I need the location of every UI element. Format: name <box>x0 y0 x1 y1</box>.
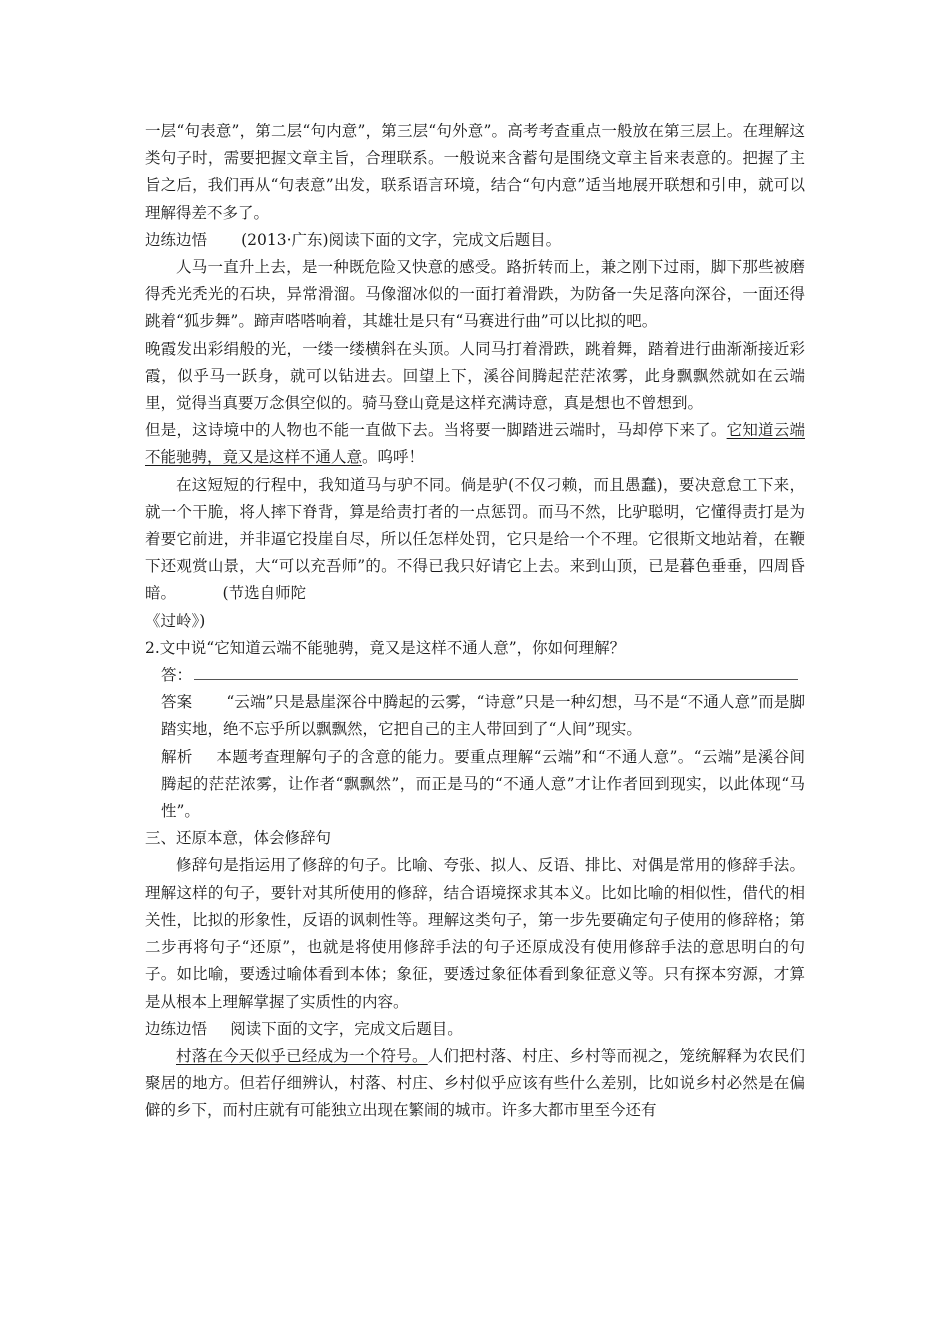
practice-label-2: 边练边悟 <box>145 1019 208 1038</box>
practice-heading-2 <box>145 1016 805 1043</box>
answer-key <box>145 689 805 743</box>
answer-key-label: 答案 <box>161 693 193 712</box>
passage-2-paragraph-1: 村落在今天似乎已经成为一个符号。人们把村落、村庄、乡村等而视之，笼统解释为农民们聚居的地方。但若仔细辨认，村落、村庄、乡村似乎应该有些什么差别，比如说乡村必然是在偏僻的乡下，而村庄就有可能独立出现在繁闹的城市。许多大都市里至今还有 <box>145 1046 805 1120</box>
intro-paragraph: 一层“句表意”，第二层“句内意”，第三层“句外意”。高考考查重点一般放在第三层上。在理解这类句子时，需要把握文章主旨，合理联系。一般说来含蓄句是围绕文章主旨来表意的。把握了主旨之后，我们再从“句表意”出发，联系语言环境，结合“句内意”适当地展开联想和引申，就可以理解得差不多了。 <box>145 122 805 222</box>
practice-source-2: 阅读下面的文字，完成文后题目。 <box>230 1019 463 1038</box>
section-3-paragraph: 修辞句是指运用了修辞的句子。比喻、夸张、拟人、反语、排比、对偶是常用的修辞手法。理解这样的句子，要针对其所使用的修辞，结合语境探求其本义。比如比喻的相似性，借代的相关性，比拟的形象性，反语的讽刺性等。理解这类句子，第一步先要确定句子使用的修辞格；第二步再将句子“还原”，也就是将使用修辞手法的句子还原成没有使用修辞手法的意思明白的句子。如比喻，要透过喻体看到本体；象征，要透过象征体看到象征意义等。只有探本穷源，才算是从根本上理解掌握了实质性的内容。 <box>145 856 805 1011</box>
practice-heading-1 <box>145 227 805 254</box>
underlined-sentence: 它知道云端不能驰骋，竟又是这样不通人意 <box>145 421 805 467</box>
passage-paragraph-3: 但是，这诗境中的人物也不能一直做下去。当将要一脚踏进云端时，马却停下来了。它知道云端不能驰骋，竟又是这样不通人意。呜呼！ <box>145 421 805 467</box>
question-2: 2.文中说“它知道云端不能驰骋，竟又是这样不通人意”，你如何理解？ <box>145 638 626 657</box>
section-3-heading: 三、还原本意，体会修辞句 <box>145 829 332 848</box>
passage-paragraph-2: 晚霞发出彩绢般的光，一缕一缕横斜在头顶。人同马打着滑跌，跳着舞，踏着进行曲渐渐接近彩霞，似乎马一跃身，就可以钻进去。回望上下，溪谷间腾起茫茫浓雾，此身飘飘然就如在云端里，觉得当真要万念俱空似的。骑马登山竟是这样充满诗意，真是想也不曾想到。 <box>145 339 805 413</box>
analysis <box>145 744 805 826</box>
answer-blank[interactable] <box>194 665 798 680</box>
document-page <box>145 118 805 1125</box>
passage-credit-title: 《过岭》) <box>145 611 206 630</box>
passage-credit: (节选自师陀 <box>222 584 307 603</box>
passage-paragraph-1: 人马一直升上去，是一种既危险又快意的感受。路折转而上，兼之刚下过雨，脚下那些被磨得秃光秃光的石块，异常滑溜。马像溜冰似的一面打着滑跌，为防备一失足落向深谷，一面还得跳着“狐步舞”。蹄声嗒嗒响着，其雄壮是只有“马赛进行曲”可以比拟的吧。 <box>145 258 805 331</box>
analysis-text: 本题考查理解句子的含意的能力。要重点理解“云端”和“不通人意”。“云端”是溪谷间腾起的茫茫浓雾，让作者“飘飘然”，而正是马的“不通人意”才让作者回到现实，以此体现“马性”。 <box>161 747 805 821</box>
passage-paragraph-4: 在这短短的行程中，我知道马与驴不同。倘是驴(不仅刁赖，而且愚蠢)，要决意怠工下来，就一个干脆，将人摔下脊背，算是给责打者的一点惩罚。而马不然，比驴聪明，它懂得责打是为着要它前进，并非逼它投崖自尽，所以任怎样处罚，它只是给一个不理。它很斯文地站着，在鞭下还观赏山景，大“可以充吾师”的。不得已我只好请它上去。来到山顶，已是暮色垂垂，四周昏暗。 (节选自师陀 <box>145 475 805 603</box>
answer-label: 答： <box>161 666 193 685</box>
practice-source: (2013·广东)阅读下面的文字，完成文后题目。 <box>241 230 562 249</box>
practice-label: 边练边悟 <box>145 230 208 249</box>
analysis-label: 解析 <box>161 747 193 766</box>
answer-row <box>145 662 805 689</box>
answer-key-text: “云端”只是悬崖深谷中腾起的云雾，“诗意”只是一种幻想，马不是“不通人意”而是脚踏实地，绝不忘乎所以飘飘然，它把自己的主人带回到了“人间”现实。 <box>161 693 805 739</box>
underlined-sentence-2: 村落在今天似乎已经成为一个符号。 <box>176 1046 428 1065</box>
